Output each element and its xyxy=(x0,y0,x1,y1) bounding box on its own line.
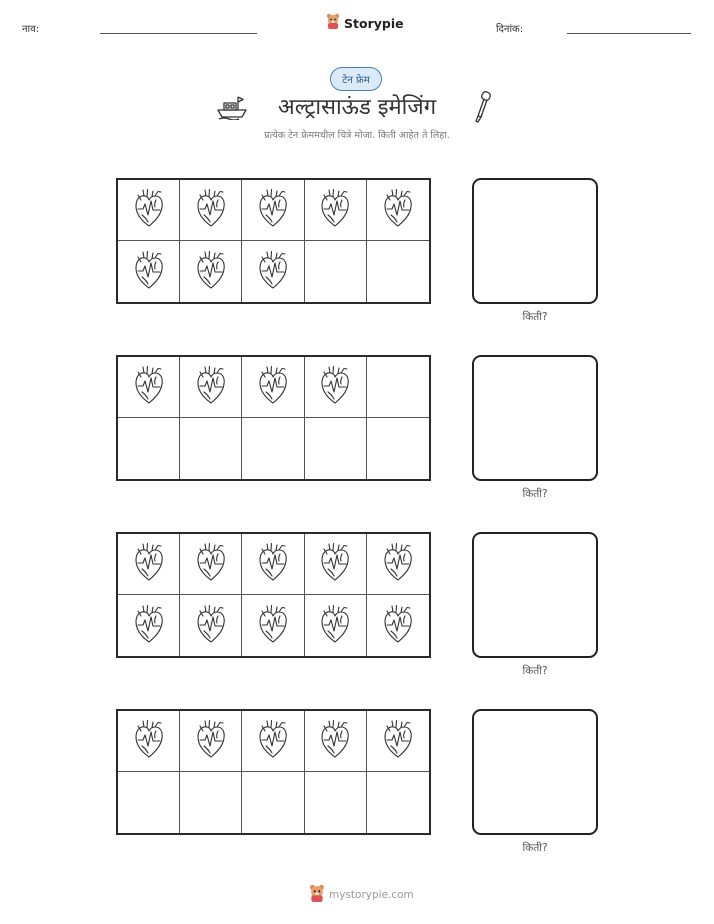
anatomical-heart-icon xyxy=(133,365,165,409)
ten-frame-cell xyxy=(305,772,367,833)
anatomical-heart-icon xyxy=(195,188,227,232)
anatomical-heart-icon xyxy=(257,604,289,648)
brand-logo xyxy=(326,13,404,33)
ten-frame-cell xyxy=(180,534,242,595)
ten-frame-cell xyxy=(180,772,242,833)
page-title: अल्ट्रासाऊंड इमेजिंग xyxy=(277,95,437,120)
ten-frame-cell xyxy=(118,534,180,595)
ten-frame xyxy=(116,709,431,835)
ten-frame-cell xyxy=(367,357,429,418)
ten-frame-cell xyxy=(305,357,367,418)
ten-frame-cell xyxy=(180,418,242,479)
anatomical-heart-icon xyxy=(319,604,351,648)
answer-box[interactable] xyxy=(472,355,598,481)
bear-mascot-icon xyxy=(309,884,325,906)
anatomical-heart-icon xyxy=(195,719,227,763)
ten-frame-cell xyxy=(242,180,304,241)
ten-frame-cell xyxy=(180,241,242,302)
date-line[interactable] xyxy=(567,33,691,34)
answer-label: किती? xyxy=(522,842,548,854)
anatomical-heart-icon xyxy=(195,604,227,648)
ten-frame-cell xyxy=(180,180,242,241)
anatomical-heart-icon xyxy=(133,542,165,586)
answer-box[interactable] xyxy=(472,532,598,658)
brand-name: Storypie xyxy=(344,15,404,31)
anatomical-heart-icon xyxy=(133,250,165,294)
anatomical-heart-icon xyxy=(195,365,227,409)
ten-frame xyxy=(116,355,431,481)
answer-label: किती? xyxy=(522,488,548,500)
ultrasound-probe-icon xyxy=(470,90,494,128)
ten-frame-cell xyxy=(118,357,180,418)
anatomical-heart-icon xyxy=(319,188,351,232)
anatomical-heart-icon xyxy=(257,719,289,763)
anatomical-heart-icon xyxy=(319,542,351,586)
ten-frame-cell xyxy=(242,595,304,656)
ten-frame-cell xyxy=(305,534,367,595)
name-label: नाव: xyxy=(22,24,40,35)
ten-frame-cell xyxy=(242,418,304,479)
answer-box[interactable] xyxy=(472,709,598,835)
ten-frame xyxy=(116,178,431,304)
anatomical-heart-icon xyxy=(382,719,414,763)
ten-frame-cell xyxy=(180,595,242,656)
boat-icon xyxy=(216,94,248,124)
ten-frame-cell xyxy=(118,711,180,772)
ten-frame-cell xyxy=(305,595,367,656)
anatomical-heart-icon xyxy=(257,365,289,409)
ten-frame-cell xyxy=(305,180,367,241)
answer-box[interactable] xyxy=(472,178,598,304)
ten-frame-cell xyxy=(305,711,367,772)
anatomical-heart-icon xyxy=(195,542,227,586)
ten-frame-cell xyxy=(242,357,304,418)
anatomical-heart-icon xyxy=(133,604,165,648)
ten-frame-cell xyxy=(242,534,304,595)
anatomical-heart-icon xyxy=(195,250,227,294)
bear-mascot-icon xyxy=(326,13,340,33)
ten-frame-cell xyxy=(118,772,180,833)
footer xyxy=(309,884,414,906)
anatomical-heart-icon xyxy=(257,188,289,232)
ten-frame-cell xyxy=(305,241,367,302)
ten-frame-cell xyxy=(367,418,429,479)
answer-label: किती? xyxy=(522,665,548,677)
ten-frame xyxy=(116,532,431,658)
ten-frame-cell xyxy=(180,711,242,772)
anatomical-heart-icon xyxy=(382,188,414,232)
anatomical-heart-icon xyxy=(257,542,289,586)
anatomical-heart-icon xyxy=(382,604,414,648)
ten-frame-cell xyxy=(367,711,429,772)
ten-frame-badge: टेन फ्रेम xyxy=(330,67,382,91)
ten-frame-cell xyxy=(118,241,180,302)
anatomical-heart-icon xyxy=(319,365,351,409)
ten-frame-cell xyxy=(367,180,429,241)
ten-frame-cell xyxy=(242,241,304,302)
answer-label: किती? xyxy=(522,311,548,323)
ten-frame-cell xyxy=(118,595,180,656)
ten-frame-cell xyxy=(118,418,180,479)
ten-frame-cell xyxy=(180,357,242,418)
ten-frame-cell xyxy=(367,534,429,595)
ten-frame-cell xyxy=(118,180,180,241)
ten-frame-cell xyxy=(367,595,429,656)
footer-url[interactable]: mystorypie.com xyxy=(329,889,414,901)
ten-frame-cell xyxy=(367,241,429,302)
anatomical-heart-icon xyxy=(319,719,351,763)
ten-frame-cell xyxy=(242,772,304,833)
anatomical-heart-icon xyxy=(133,188,165,232)
ten-frame-cell xyxy=(367,772,429,833)
date-label: दिनांक: xyxy=(496,24,524,35)
name-line[interactable] xyxy=(100,33,257,34)
ten-frame-cell xyxy=(242,711,304,772)
instruction-text: प्रत्येक टेन फ्रेममधील चित्रे मोजा. किती आहेत ते लिहा. xyxy=(264,130,450,141)
anatomical-heart-icon xyxy=(382,542,414,586)
ten-frame-cell xyxy=(305,418,367,479)
anatomical-heart-icon xyxy=(257,250,289,294)
anatomical-heart-icon xyxy=(133,719,165,763)
